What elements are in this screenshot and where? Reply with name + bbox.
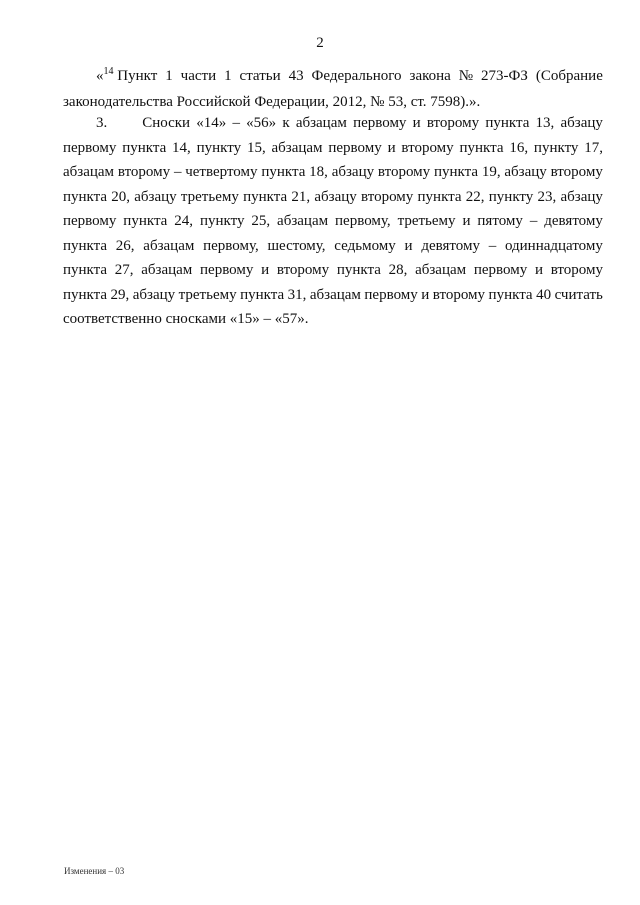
item-word: первому — [353, 115, 407, 131]
quote-line: законодательства Российской Федерации, 2012, № 53, ст. 7598).». — [63, 94, 481, 110]
item-word: абзацу — [504, 164, 547, 180]
item-word: к — [282, 115, 290, 131]
item-word: абзацу — [134, 188, 177, 205]
quote-word: 273-ФЗ — [481, 68, 528, 84]
item-word: 21, — [291, 188, 311, 205]
item-word: первому — [200, 262, 254, 278]
item-word: 25, — [251, 213, 271, 229]
item-word: пункта — [433, 164, 479, 180]
item-word: пункта — [63, 237, 108, 254]
item-word: 16, — [509, 139, 529, 156]
item-word: пункта — [459, 139, 504, 156]
item-word: пункта — [417, 188, 462, 205]
item-word: первому — [473, 262, 528, 278]
item-word: абзацу — [132, 286, 176, 303]
item-word: абзацам — [415, 262, 467, 278]
footer-code: Изменения – 03 — [64, 866, 125, 876]
item-word: первому — [328, 139, 382, 156]
item-word: пункту — [199, 213, 245, 229]
item-word: 40 — [536, 286, 552, 303]
item-word: пункта — [485, 115, 530, 131]
item-word: пункта — [63, 262, 108, 278]
item-line — [63, 185, 603, 210]
item-word: 20, — [111, 188, 131, 205]
item-word: – — [488, 237, 497, 254]
item-word: 19, — [481, 164, 501, 180]
item-word: второму — [432, 286, 486, 303]
quote-word — [96, 64, 157, 90]
quote-word: 1 — [224, 68, 232, 84]
item-word: 14, — [172, 139, 191, 156]
quote-word: 1 — [165, 68, 173, 84]
item-word: пункта — [488, 286, 533, 303]
item-line — [63, 234, 603, 259]
quoted-footnote-paragraph — [63, 64, 603, 114]
item-word: первому — [63, 139, 117, 156]
item-word: Сноски — [142, 115, 191, 131]
quote-word: Пункт — [113, 68, 158, 84]
quote-word: части — [180, 68, 217, 84]
item-word: второму — [117, 164, 171, 180]
item-word: шестому, — [267, 237, 326, 254]
item-word: 22, — [465, 188, 485, 205]
item-word: пятому — [477, 213, 523, 229]
item-word: второму — [361, 188, 414, 205]
page-number: 2 — [316, 35, 324, 51]
item-word: абзацам — [271, 139, 323, 156]
quote-open-mark: « — [96, 68, 104, 84]
item-word: – — [232, 115, 240, 131]
item-word: абзацам — [141, 262, 193, 278]
quote-word: Федерального — [311, 68, 402, 84]
item-word: и — [462, 213, 471, 229]
item-word: и — [387, 139, 396, 156]
item-line — [63, 258, 603, 283]
item-word: пункта — [243, 188, 288, 205]
item-word: второму — [550, 164, 603, 180]
item-word: – — [173, 164, 182, 180]
item-word: и — [412, 115, 421, 131]
item-word: второму — [550, 262, 603, 278]
item-3-paragraph — [63, 111, 603, 332]
item-word: пункту — [196, 139, 242, 156]
quote-word: статьи — [239, 68, 281, 84]
item-word: девятому — [544, 213, 603, 229]
item-word: – — [529, 213, 538, 229]
item-word: 15, — [246, 139, 266, 156]
item-word: абзацу — [560, 188, 603, 205]
item-word: одиннадцатому — [504, 237, 603, 254]
item-word: «56» — [246, 115, 277, 131]
quote-word: 43 — [288, 68, 304, 84]
item-word: седьмому — [334, 237, 396, 254]
item-word: 26, — [115, 237, 135, 254]
item-word: абзацам — [295, 115, 347, 131]
item-word: первому — [63, 213, 117, 229]
item-word: пункта — [123, 213, 168, 229]
item-word: 13, — [535, 115, 555, 131]
item-word: девятому — [421, 237, 480, 254]
item-word: и — [404, 237, 413, 254]
item-word: пункта — [63, 286, 108, 303]
item-word: второму — [426, 115, 480, 131]
quote-word: закона — [409, 68, 451, 84]
item-word: и — [421, 286, 430, 303]
item-word: абзацам — [277, 213, 329, 229]
item-word: 17, — [584, 139, 603, 156]
item-number: 3. — [96, 115, 108, 131]
item-word: пункта — [261, 164, 306, 180]
item-line — [63, 209, 603, 234]
item-word: первому, — [335, 213, 391, 229]
quote-line — [63, 64, 603, 90]
item-word: абзацу — [314, 188, 357, 205]
quote-word: (Собрание — [535, 68, 603, 84]
item-line — [63, 136, 603, 161]
item-word: пункта — [63, 188, 108, 205]
item-word: пункту — [488, 188, 534, 205]
item-word: 18, — [309, 164, 328, 180]
item-word: и — [534, 262, 543, 278]
item-word: 28, — [388, 262, 408, 278]
item-word: четвертому — [185, 164, 258, 180]
item-word: 31, — [287, 286, 307, 303]
item-word: 24, — [174, 213, 194, 229]
footnote-superscript: 14 — [103, 66, 114, 77]
item-word: первому — [364, 286, 418, 303]
item-word: пункта — [122, 139, 167, 156]
item-word: первому, — [203, 237, 259, 254]
item-word: второму — [276, 262, 330, 278]
item-word: 23, — [537, 188, 557, 205]
item-word: второму — [401, 139, 454, 156]
quote-word: № — [458, 68, 474, 84]
item-word: пункту — [533, 139, 579, 156]
item-word: абзацам — [309, 286, 361, 303]
item-word: пункта — [240, 286, 285, 303]
item-word: третьему — [397, 213, 456, 229]
item-line — [63, 283, 603, 308]
item-word: второму — [377, 164, 431, 180]
item-word: 27, — [114, 262, 134, 278]
item-word: абзацам — [143, 237, 195, 254]
item-lines — [63, 111, 603, 307]
item-word: и — [261, 262, 270, 278]
item-word: третьему — [180, 188, 239, 205]
item-word: абзацам — [63, 164, 115, 180]
item-word: пункта — [336, 262, 381, 278]
item-word: «14» — [196, 115, 227, 131]
item-line — [63, 111, 603, 136]
item-word: считать — [554, 286, 603, 303]
item-line-last: соответственно сносками «15» – «57». — [63, 311, 309, 327]
item-line — [63, 160, 603, 185]
item-word: третьему — [178, 286, 237, 303]
item-word: 29, — [110, 286, 130, 303]
item-word: абзацу — [331, 164, 375, 180]
item-word: абзацу — [560, 115, 603, 131]
